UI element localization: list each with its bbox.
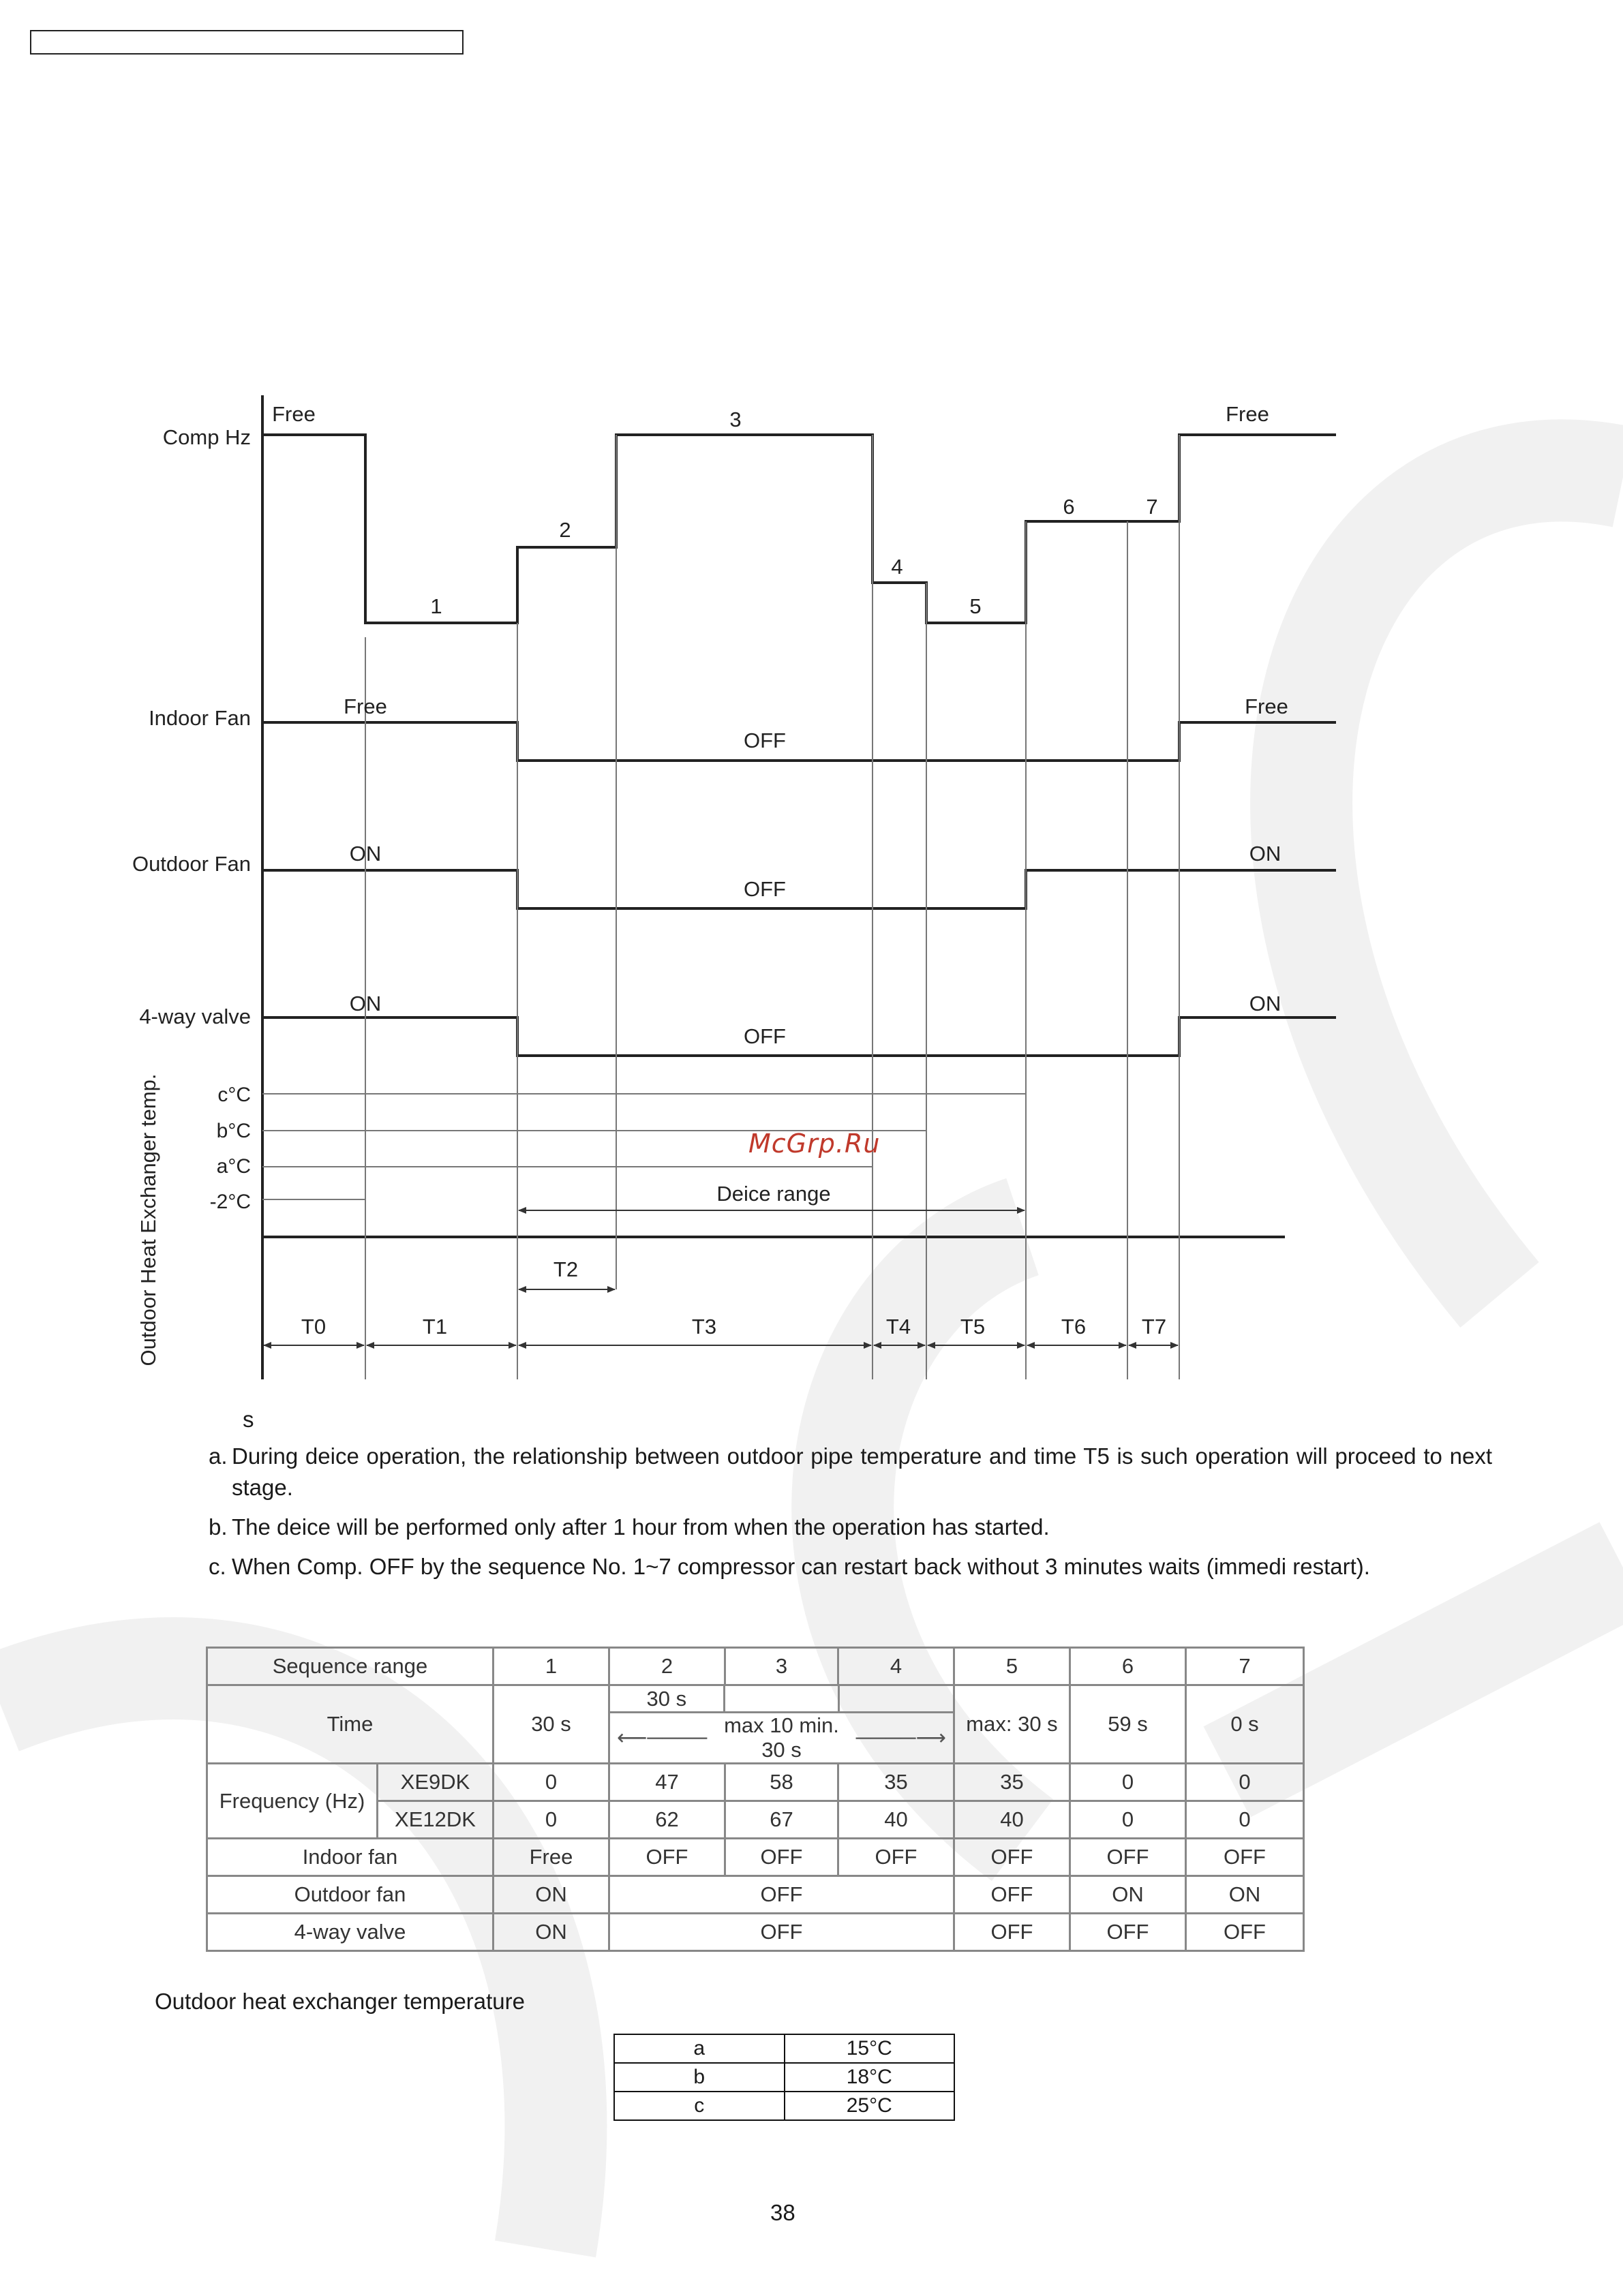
note-marker: a. [209, 1443, 228, 1469]
indoor-fan-value: Free [494, 1839, 609, 1876]
indoor-fan-value: OFF [954, 1839, 1070, 1876]
site-watermark-text: McGrp.Ru [748, 1129, 881, 1159]
period-label: T3 [691, 1315, 717, 1338]
indoor-fan-value: OFF [609, 1839, 725, 1876]
frequency-value: 0 [1070, 1764, 1186, 1801]
note-item [209, 1441, 1492, 1503]
temp-axis-title: Outdoor Heat Exchanger temp. [136, 1073, 160, 1366]
comp-hz-label: Comp Hz [162, 425, 251, 449]
period-label: T7 [1141, 1315, 1167, 1338]
time-cell: 59 s [1070, 1685, 1186, 1764]
sequence-range-header: Sequence range [207, 1648, 494, 1685]
frequency-value: 40 [954, 1801, 1070, 1839]
table-row [614, 2092, 954, 2120]
frequency-value: 35 [838, 1764, 954, 1801]
time-stage-3 [725, 1686, 840, 1713]
page-number: 38 [770, 2200, 795, 2225]
time-span-cell [609, 1685, 954, 1764]
temp-level-c: c°C [217, 1084, 251, 1106]
valve-value: ON [494, 1914, 609, 1951]
left-arrow-icon: ⟵──── [617, 1726, 708, 1749]
stage-header: 1 [494, 1648, 609, 1685]
time-row [207, 1685, 1304, 1764]
time-span-text: max 10 min. 30 s [724, 1713, 839, 1762]
indoor-fan-value: OFF [838, 1839, 954, 1876]
period-label: T0 [301, 1315, 327, 1338]
indoor-fan-value: OFF [1070, 1839, 1186, 1876]
table-row [614, 2034, 954, 2063]
valve-state-left: ON [349, 992, 382, 1015]
time-stage-2: 30 s [610, 1686, 725, 1713]
indoor-fan-state-middle: OFF [744, 729, 786, 752]
valve-state-middle: OFF [744, 1024, 786, 1048]
temp-level-a: a°C [216, 1155, 251, 1178]
stage-header: 5 [954, 1648, 1070, 1685]
time-cell: 30 s [494, 1685, 609, 1764]
frequency-label: Frequency (Hz) [207, 1764, 378, 1839]
frequency-value: 0 [494, 1764, 609, 1801]
model-name: XE12DK [378, 1801, 494, 1839]
indoor-fan-value: OFF [725, 1839, 838, 1876]
outdoor-fan-value: OFF [954, 1876, 1070, 1914]
stage-header: 3 [725, 1648, 838, 1685]
stage-number: 5 [969, 594, 982, 618]
frequency-value: 0 [1070, 1801, 1186, 1839]
note-text: The deice will be performed only after 1 hour from when the operation has started. [232, 1514, 1050, 1540]
temp-level-b: b°C [216, 1120, 251, 1142]
indoor-fan-state-left: Free [344, 694, 387, 718]
note-text: During deice operation, the relationship between outdoor pipe temperature and time T5 is such operation will proceed to next stage. [232, 1443, 1492, 1500]
indoor-fan-label: Indoor Fan [149, 706, 251, 730]
outdoor-fan-waveform [262, 870, 1336, 908]
comp-hz-waveform [262, 435, 1336, 623]
notes-heading: s [243, 1407, 254, 1432]
valve-value: OFF [954, 1914, 1070, 1951]
frequency-value: 67 [725, 1801, 838, 1839]
stage-header: 7 [1186, 1648, 1304, 1685]
period-label: T6 [1061, 1315, 1087, 1338]
note-text: When Comp. OFF by the sequence No. 1~7 compressor can restart back without 3 minutes waits (immedi restart). [232, 1554, 1370, 1579]
indoor-fan-state-right: Free [1245, 694, 1288, 718]
time-label: Time [207, 1685, 494, 1764]
temp-key: b [614, 2063, 785, 2092]
valve-value: OFF [1070, 1914, 1186, 1951]
stage-number: 3 [729, 408, 742, 431]
valve-span-value: OFF [609, 1914, 954, 1951]
period-label: T1 [422, 1315, 448, 1338]
deice-range-label: Deice range [716, 1182, 831, 1206]
note-marker: c. [209, 1554, 226, 1579]
valve-label: 4-way valve [207, 1914, 494, 1951]
temp-value: 18°C [785, 2063, 955, 2092]
right-arrow-icon: ────⟶ [855, 1726, 946, 1749]
time-cell: max: 30 s [954, 1685, 1070, 1764]
frequency-value: 35 [954, 1764, 1070, 1801]
stage-number: 7 [1146, 495, 1158, 519]
frequency-value: 62 [609, 1801, 725, 1839]
outdoor-fan-label: Outdoor fan [207, 1876, 494, 1914]
frequency-value: 0 [1186, 1764, 1304, 1801]
temperature-table-title: Outdoor heat exchanger temperature [155, 1989, 526, 2014]
outdoor-fan-value: ON [1186, 1876, 1304, 1914]
table-header-row [207, 1648, 1304, 1685]
frequency-row [207, 1764, 1304, 1801]
outdoor-fan-state-middle: OFF [744, 877, 786, 901]
frequency-value: 0 [494, 1801, 609, 1839]
note-item [209, 1512, 1492, 1543]
stage-number: 1 [430, 594, 442, 618]
sequence-table [206, 1647, 1305, 1952]
frequency-value: 0 [1186, 1801, 1304, 1839]
temp-key: a [614, 2034, 785, 2063]
note-marker: b. [209, 1514, 228, 1540]
temperature-table [613, 2034, 955, 2121]
period-label: T4 [885, 1315, 911, 1338]
comp-free-right: Free [1226, 402, 1269, 426]
time-stage-4 [840, 1686, 953, 1713]
frequency-value: 40 [838, 1801, 954, 1839]
valve-state-right: ON [1249, 992, 1281, 1015]
outdoor-fan-span-value: OFF [609, 1876, 954, 1914]
indoor-fan-value: OFF [1186, 1839, 1304, 1876]
temp-value: 15°C [785, 2034, 955, 2063]
temp-level-minus2: -2°C [209, 1191, 251, 1213]
model-name: XE9DK [378, 1764, 494, 1801]
indoor-fan-waveform [262, 722, 1336, 761]
valve-value: OFF [1186, 1914, 1304, 1951]
time-cell: 0 s [1186, 1685, 1304, 1764]
frequency-value: 58 [725, 1764, 838, 1801]
outdoor-fan-value: ON [494, 1876, 609, 1914]
outdoor-fan-row [207, 1876, 1304, 1914]
stage-header: 2 [609, 1648, 725, 1685]
outdoor-fan-state-right: ON [1249, 842, 1281, 866]
period-label: T5 [960, 1315, 986, 1338]
outdoor-fan-value: ON [1070, 1876, 1186, 1914]
t2-label: T2 [553, 1257, 579, 1281]
stage-number: 4 [891, 555, 903, 579]
frequency-value: 47 [609, 1764, 725, 1801]
indoor-fan-row [207, 1839, 1304, 1876]
stage-header: 6 [1070, 1648, 1186, 1685]
valve-label: 4-way valve [139, 1005, 251, 1028]
stage-number: 6 [1063, 495, 1075, 519]
temp-key: c [614, 2092, 785, 2120]
outdoor-fan-label: Outdoor Fan [132, 852, 251, 876]
temp-value: 25°C [785, 2092, 955, 2120]
valve-row [207, 1914, 1304, 1951]
comp-free-left: Free [272, 402, 316, 426]
outdoor-fan-state-left: ON [349, 842, 382, 866]
notes-list [209, 1441, 1492, 1591]
valve-waveform [262, 1017, 1336, 1056]
stage-number: 2 [559, 518, 571, 542]
note-item [209, 1551, 1492, 1582]
stage-header: 4 [838, 1648, 954, 1685]
indoor-fan-label: Indoor fan [207, 1839, 494, 1876]
table-row [614, 2063, 954, 2092]
